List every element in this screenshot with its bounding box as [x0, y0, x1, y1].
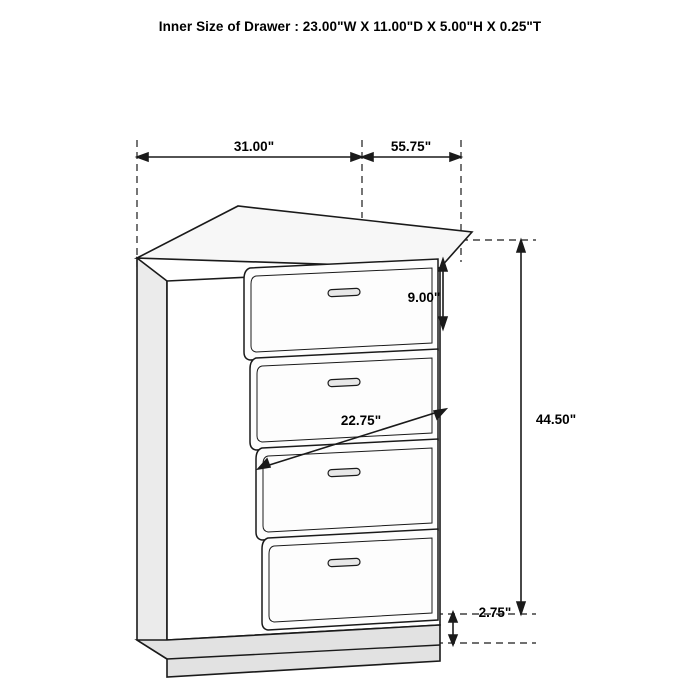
drawer-2[interactable]	[250, 349, 438, 450]
dimension-inner-width: 22.75"	[340, 413, 382, 428]
dimension-drawer-front-height: 9.00"	[407, 290, 441, 305]
drawer-handle[interactable]	[328, 288, 360, 297]
dimension-line-total-height	[517, 240, 525, 614]
page-title: Inner Size of Drawer : 23.00"W X 11.00"D X 5.00"H X 0.25"T	[158, 19, 542, 34]
drawer-3[interactable]	[256, 439, 438, 540]
top-dimension-lines	[137, 153, 461, 161]
dimension-line-base-height	[449, 612, 457, 645]
drawer-1[interactable]	[244, 259, 438, 360]
drawer-handle[interactable]	[328, 468, 360, 477]
dimension-width-front: 31.00"	[233, 139, 275, 154]
cabinet-left-side	[137, 258, 167, 659]
dimension-total-height: 44.50"	[535, 412, 577, 427]
cabinet-top	[137, 206, 472, 268]
dimension-width-side: 55.75"	[390, 139, 432, 154]
drawer-handle[interactable]	[328, 378, 360, 387]
drawer-4[interactable]	[262, 529, 438, 630]
dimension-base-height: 2.75"	[478, 605, 512, 620]
drawer-handle[interactable]	[328, 558, 360, 567]
